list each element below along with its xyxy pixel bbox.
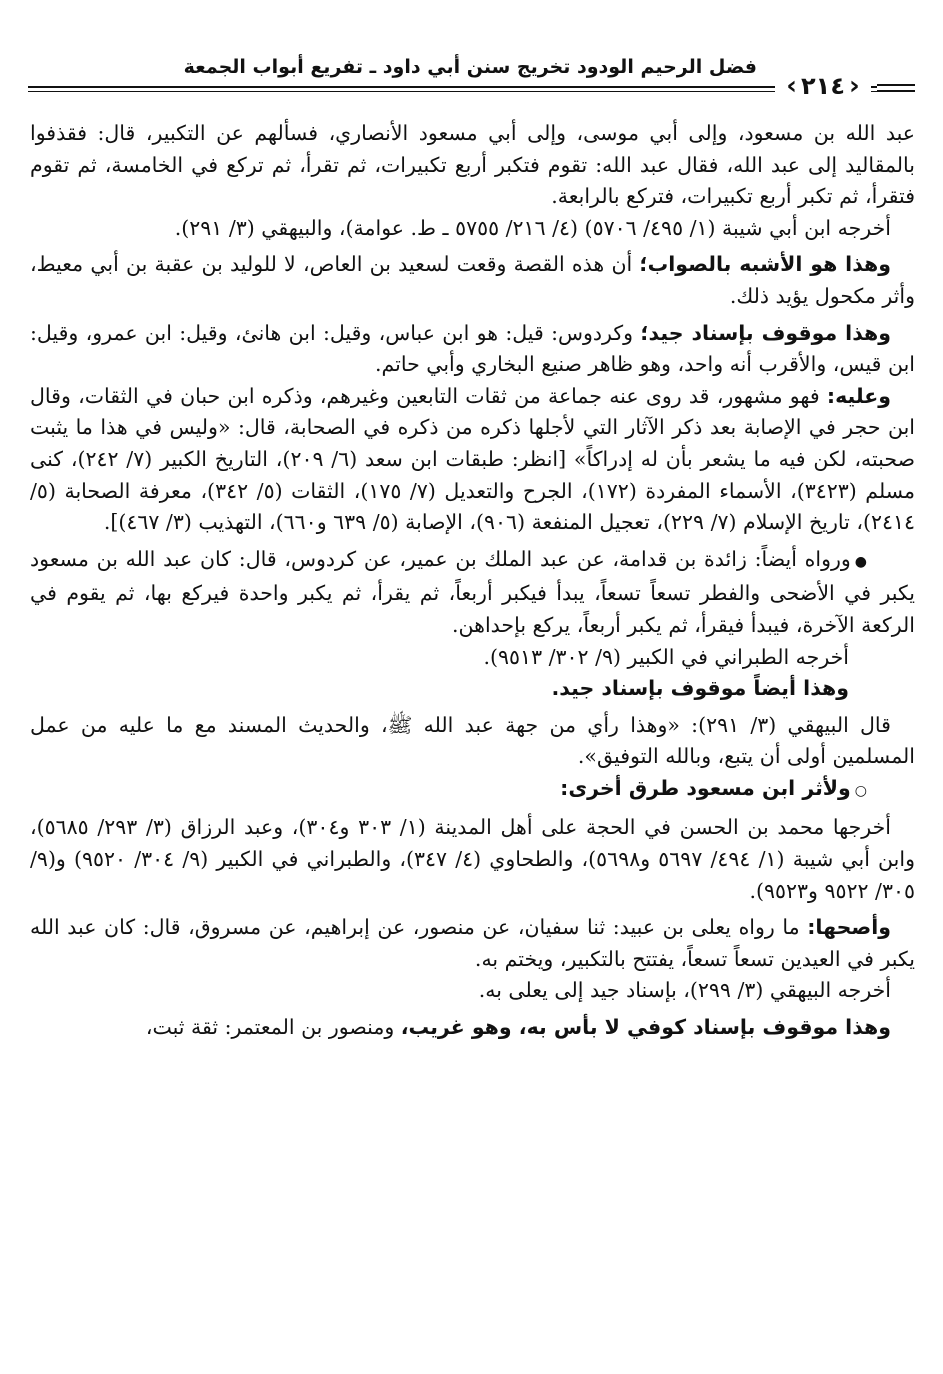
paragraph-subheading: [30, 773, 915, 808]
paragraph-text: أخرجه ابن أبي شيبة (١/ ٤٩٥/ ٥٧٠٦) (٤/ ٢١٦/ ٥٧٥٥ ـ ط. عوامة)، والبيهقي (٣/ ٢٩١).: [174, 215, 891, 240]
paragraph-text: وكردوس: قيل: هو ابن عباس، وقيل: ابن هانئ، وقيل: ابن عمرو، وقيل: ابن قيس، والأقرب أنه واحد، وهو ظاهر صنيع البخاري وأبي حاتم.: [30, 320, 915, 377]
paragraph-text: أن هذه القصة وقعت لسعيد بن العاص، لا للوليد بن عقبة بن أبي معيط، وأثر مكحول يؤيد ذلك.: [30, 252, 915, 308]
paragraph-takhrij: [30, 213, 915, 245]
page-header: [28, 52, 915, 102]
running-title: فضل الرحيم الودود تخريج سنن أبي داود ـ تفريع أبواب الجمعة: [183, 56, 757, 78]
page-body: [30, 118, 915, 1044]
header-ornament: [877, 80, 915, 94]
page-number: ٢١٤: [801, 72, 845, 100]
paragraph-discussion: [30, 381, 915, 539]
paragraph-text: أخرجه البيهقي (٣/ ٢٩٩)، بإسناد جيد إلى يعلى به.: [478, 978, 891, 1003]
paragraph-bold-lead: وأصحها:: [807, 915, 891, 940]
subheading-text: ولأثر ابن مسعود طرق أخرى:: [560, 775, 851, 800]
paragraph-narration: [30, 544, 915, 642]
badge-bracket-left-icon: ‹: [786, 71, 798, 101]
paragraph-takhrij: [30, 975, 915, 1007]
paragraph-text: ورواه أيضاً: زائدة بن قدامة، عن عبد الملك بن عمير، عن كردوس، قال: كان عبد الله بن مسعود يكبر في الأضحى والفطر تسعاً تسعاً، يبدأ فيكبر أربعاً، ثم يقرأ، ثم يكبر واحدة فيركع بها، ثم يقوم في الركعة الآخرة، فيبدأ فيقرأ، ثم يكبر أربعاً، يركع بإحداهن.: [30, 546, 915, 637]
paragraph-text: عبد الله بن مسعود، وإلى أبي موسى، وإلى أبي مسعود الأنصاري، فسألهم عن التكبير، قال: فقذفوا بالمقاليد إلى عبد الله، فقال عبد الله: تقوم فتكبر أربع تكبيرات، ثم تقرأ، ثم تركع في الخامسة، ثم تقوم فتقرأ، ثم تكبر أربع تكبيرات، فتركع بالرابعة.: [30, 121, 915, 209]
paragraph-ruling: [30, 249, 915, 312]
paragraph-text: قال البيهقي (٣/ ٢٩١): «وهذا رأي من جهة عبد الله ﷺ، والحديث المسند مع ما عليه من عمل المسلمين أولى أن يتبع، وبالله التوفيق».: [30, 712, 915, 769]
bullet-icon: ●: [854, 553, 867, 570]
paragraph-bold-lead: وعليه:: [826, 383, 891, 408]
paragraph-takhrij: [30, 642, 915, 674]
circle-bullet-icon: ○: [854, 782, 867, 799]
paragraph-bold-lead: وهذا موقوف بإسناد جيد؛: [640, 320, 891, 345]
paragraph-bold-lead: وهذا أيضاً موقوف بإسناد جيد.: [551, 676, 849, 701]
page-number-badge: [775, 68, 871, 104]
paragraph-takhrij: [30, 812, 915, 907]
paragraph-text: أخرجها محمد بن الحسن في الحجة على أهل المدينة (١/ ٣٠٣ و٣٠٤)، وعبد الرزاق (٣/ ٢٩٣/ ٥٦٨٥)، وابن أبي شيبة (١/ ٤٩٤/ ٥٦٩٧ و٥٦٩٨)، والطحاوي (٤/ ٣٤٧)، والطبراني في الكبير (٩/ ٣٠٤/ ٩٥٢٠) و(٩/ ٣٠٥/ ٩٥٢٢ و٩٥٢٣).: [30, 815, 915, 903]
paragraph-ruling: [30, 1012, 915, 1044]
paragraph-narration: [30, 912, 915, 975]
paragraph-text: فهو مشهور، قد روى عنه جماعة من ثقات التابعين وغيرهم، وذكره ابن حبان في الثقات، وقال ابن حجر في الإصابة بعد ذكر الآثار التي لأجلها ذكره من ذكره في الصحابة، قال: «وليس في هذا ما يثبت صحبته، لكن فيه ما يشعر بأن له إدراكاً» [انظر: طبقات ابن سعد (٦/ ٢٠٩)، التاريخ الكبير (٧/ ٢٤٢)، كنى مسلم (٣٤٢٣)، الأسماء المفردة (١٧٢)، الجرح والتعديل (٧/ ١٧٥)، الثقات (٥/ ٣٤٢)، معرفة الصحابة (٥/ ٢٤١٤)، تاريخ الإسلام (٧/ ٢٢٩)، تعجيل المنفعة (٩٠٦)، الإصابة (٥/ ٦٣٩ و٦٦٠)، التهذيب (٣/ ٤٦٧)].: [30, 383, 916, 535]
paragraph-text: أخرجه الطبراني في الكبير (٩/ ٣٠٢/ ٩٥١٣).: [483, 644, 849, 669]
paragraph-text: ما رواه يعلى بن عبيد: ثنا سفيان، عن منصور، عن إبراهيم، عن مسروق، قال: كان عبد الله يكبر في العيدين تسعاً تسعاً، يفتتح بالتكبير، ويختم به.: [30, 915, 915, 971]
paragraph-continuation: [30, 118, 915, 213]
paragraph-bold-lead: وهذا موقوف بإسناد كوفي لا بأس به، وهو غريب،: [400, 1015, 891, 1040]
badge-bracket-right-icon: ›: [848, 71, 860, 101]
paragraph-bold-lead: وهذا هو الأشبه بالصواب؛: [639, 252, 891, 277]
paragraph-text: ومنصور بن المعتمر: ثقة ثبت،: [145, 1015, 401, 1040]
paragraph-quote: [30, 710, 915, 773]
paragraph-ruling: [30, 673, 915, 705]
paragraph-ruling: [30, 318, 915, 381]
